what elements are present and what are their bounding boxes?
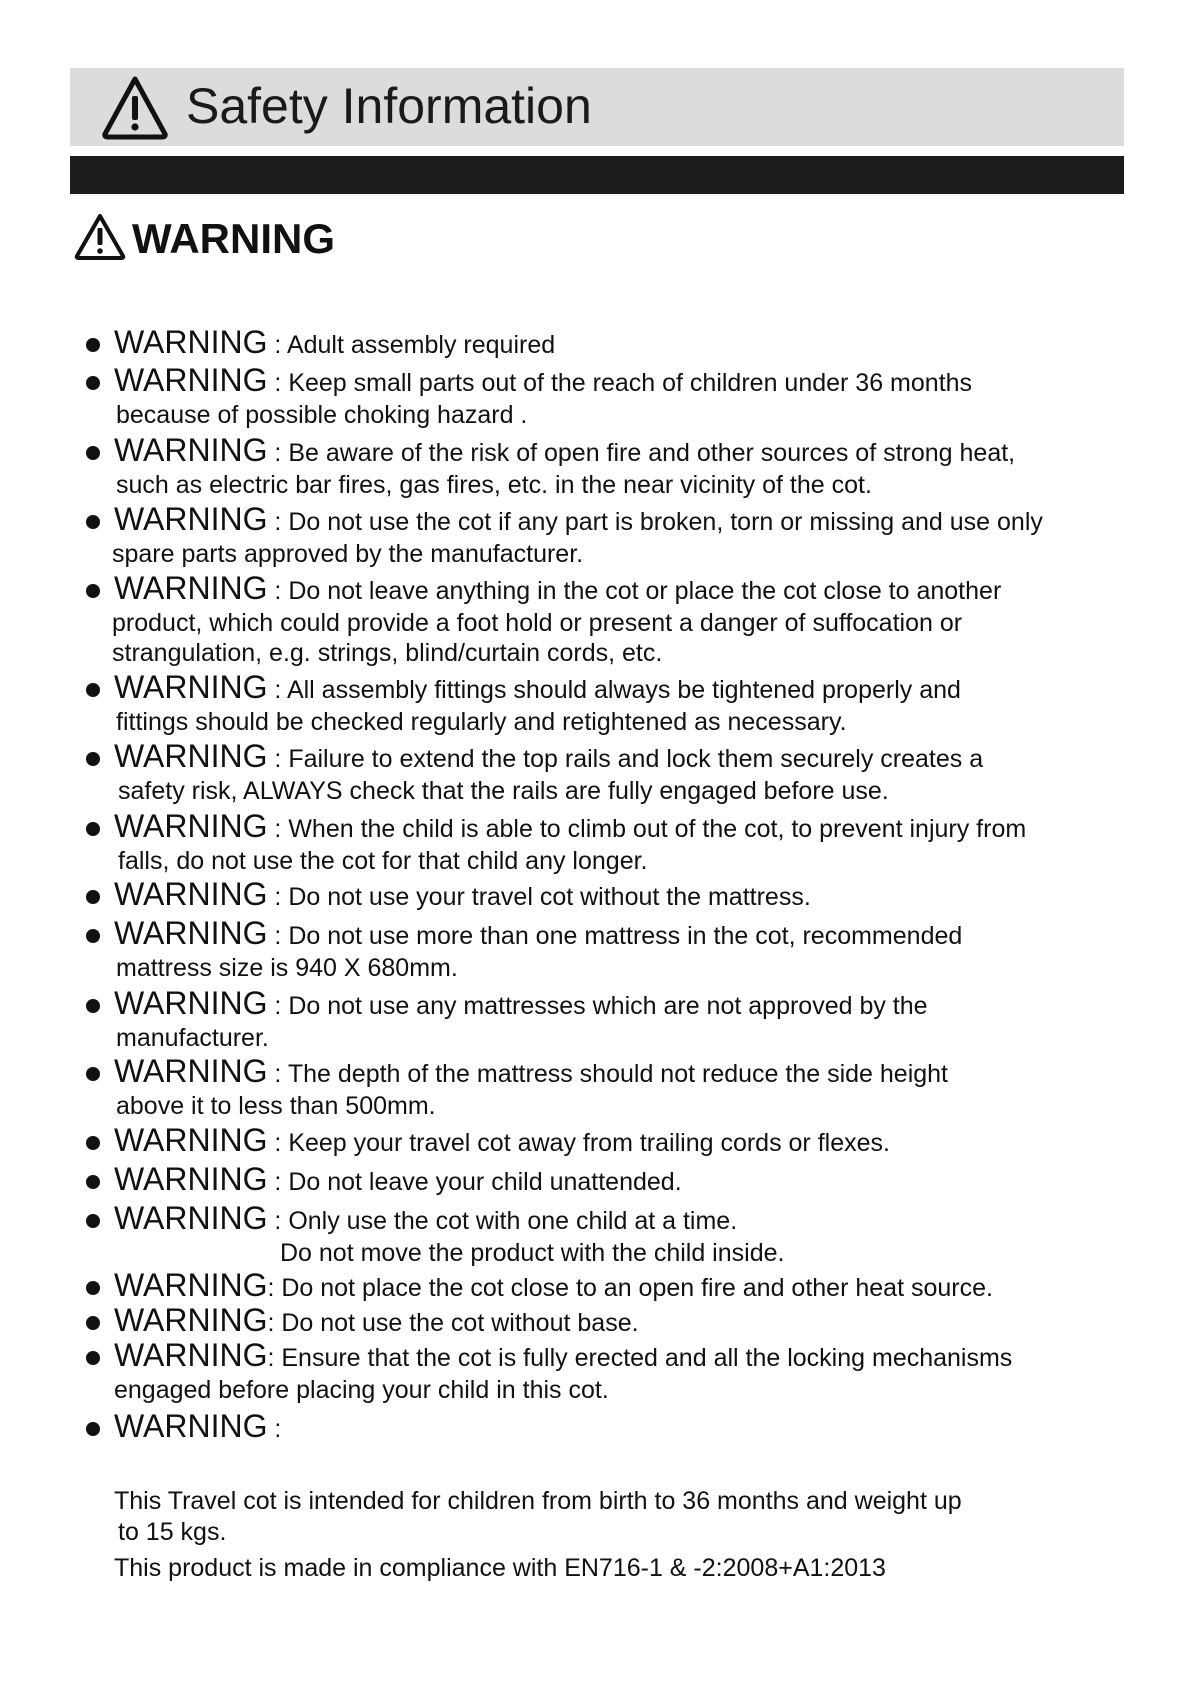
warning-text: Ensure that the cot is fully erected and all the locking mechanisms — [281, 1344, 1013, 1372]
warning-text: Do not place the cot close to an open fire and other heat source. — [281, 1274, 993, 1302]
warning-text: Be aware of the risk of open fire and other sources of strong heat, — [288, 439, 1016, 467]
warning-label: WARNING — [114, 1200, 268, 1236]
warning-label: WARNING — [114, 1122, 268, 1158]
warning-line — [114, 810, 1026, 845]
warning-text-continuation: falls, do not use the cot for that child any longer. — [118, 847, 648, 875]
warning-line — [114, 1202, 737, 1237]
warning-label: WARNING — [114, 1267, 268, 1303]
bullet-icon — [86, 822, 100, 836]
bullet-icon — [86, 999, 100, 1013]
warning-line — [114, 572, 1001, 607]
warning-separator: : — [267, 508, 289, 536]
warning-line — [114, 326, 555, 361]
warning-line — [114, 671, 961, 706]
warning-separator: : — [267, 745, 289, 773]
warning-separator: : — [267, 1309, 282, 1337]
bullet-icon — [86, 1422, 100, 1436]
warning-line — [114, 364, 972, 399]
bullet-icon — [86, 1351, 100, 1365]
warning-text: Keep small parts out of the reach of children under 36 months — [288, 369, 973, 397]
warning-text: Failure to extend the top rails and lock them securely creates a — [288, 745, 984, 773]
warning-label: WARNING — [114, 1161, 268, 1197]
bullet-icon — [86, 338, 100, 352]
warning-text: Do not use your travel cot without the mattress. — [288, 883, 811, 911]
bullet-icon — [86, 1136, 100, 1150]
warning-label: WARNING — [114, 570, 268, 606]
warning-text-continuation: product, which could provide a foot hold or present a danger of suffocation or — [112, 609, 963, 637]
footer-intended-use: This Travel cot is intended for children from birth to 36 months and weight up — [114, 1487, 962, 1515]
warning-separator: : — [267, 1207, 289, 1235]
warning-text-continuation: above it to less than 500mm. — [116, 1092, 436, 1120]
warning-label: WARNING — [114, 669, 268, 705]
bullet-icon — [86, 752, 100, 766]
warning-label: WARNING — [114, 876, 268, 912]
warning-line — [114, 1269, 993, 1304]
warning-text: Do not leave your child unattended. — [288, 1168, 682, 1196]
bullet-icon — [86, 1214, 100, 1228]
warning-label: WARNING — [114, 1337, 268, 1373]
warning-text: Adult assembly required — [286, 331, 556, 359]
warning-text-continuation: spare parts approved by the manufacturer. — [112, 540, 584, 568]
warning-text-continuation: strangulation, e.g. strings, blind/curtain cords, etc. — [112, 639, 663, 667]
warning-text: Keep your travel cot away from trailing cords or flexes. — [288, 1129, 890, 1157]
warning-text-continuation: because of possible choking hazard . — [116, 401, 528, 429]
warning-line — [114, 434, 1015, 469]
warning-line — [114, 1410, 281, 1445]
warning-text: Do not use any mattresses which are not approved by the — [288, 992, 928, 1020]
warning-label: WARNING — [114, 1053, 268, 1089]
warning-label: WARNING — [114, 1302, 268, 1338]
warning-separator: : — [267, 369, 289, 397]
warning-line — [114, 1124, 890, 1159]
warning-label: WARNING — [114, 738, 268, 774]
warning-text: Do not use more than one mattress in the cot, recommended — [288, 922, 963, 950]
warning-label: WARNING — [114, 808, 268, 844]
warning-text: Do not use the cot if any part is broken, torn or missing and use only — [288, 508, 1043, 536]
warning-separator: : — [267, 1274, 282, 1302]
warning-separator: : — [267, 439, 289, 467]
warning-text: All assembly fittings should always be tightened properly and — [286, 676, 961, 704]
section-heading: WARNING — [132, 215, 335, 262]
warning-label: WARNING — [114, 362, 268, 398]
warning-text: Do not leave anything in the cot or place the cot close to another — [288, 577, 1002, 605]
warning-line — [114, 878, 811, 913]
warning-separator: : — [267, 676, 287, 704]
bullet-icon — [86, 929, 100, 943]
warning-separator: : — [267, 577, 289, 605]
footer-compliance: This product is made in compliance with EN716-1 & -2:2008+A1:2013 — [114, 1554, 886, 1582]
warning-line — [114, 987, 928, 1022]
warning-separator: : — [267, 815, 289, 843]
bullet-icon — [86, 515, 100, 529]
warning-separator: : — [267, 1060, 288, 1088]
warning-label: WARNING — [114, 432, 268, 468]
warning-text-continuation: fittings should be checked regularly and retightened as necessary. — [116, 708, 847, 736]
warning-label: WARNING — [114, 985, 268, 1021]
warning-text-continuation: such as electric bar fires, gas fires, etc. in the near vicinity of the cot. — [116, 471, 872, 499]
bullet-icon — [86, 1175, 100, 1189]
bullet-icon — [86, 683, 100, 697]
bullet-icon — [86, 376, 100, 390]
warning-label: WARNING — [114, 501, 268, 537]
warning-text-continuation: mattress size is 940 X 680mm. — [116, 954, 458, 982]
warning-separator: : — [267, 1129, 289, 1157]
bullet-icon — [86, 1281, 100, 1295]
warning-line — [114, 1304, 639, 1339]
warning-text: Only use the cot with one child at a time. — [288, 1207, 738, 1235]
warning-text-continuation: manufacturer. — [116, 1024, 269, 1052]
warning-text: The depth of the mattress should not reduce the side height — [287, 1060, 949, 1088]
warning-separator: : — [267, 331, 287, 359]
warning-label: WARNING — [114, 324, 268, 360]
bullet-icon — [86, 1067, 100, 1081]
warning-line — [114, 917, 962, 952]
warning-separator: : — [267, 883, 289, 911]
warning-line — [114, 740, 983, 775]
warning-text-continuation: engaged before placing your child in this cot. — [114, 1376, 609, 1404]
warning-line — [114, 1055, 948, 1090]
warning-text: When the child is able to climb out of the cot, to prevent injury from — [288, 815, 1027, 843]
warning-line — [114, 1339, 1012, 1374]
warning-separator: : — [267, 1415, 282, 1443]
footer-intended-use-cont: to 15 kgs. — [118, 1518, 227, 1546]
warning-separator: : — [267, 1344, 282, 1372]
warning-text-continuation: Do not move the product with the child inside. — [280, 1239, 785, 1267]
bullet-icon — [86, 890, 100, 904]
warning-separator: : — [267, 922, 289, 950]
warning-label: WARNING — [114, 1408, 268, 1444]
warning-line — [114, 1163, 682, 1198]
bullet-icon — [86, 1316, 100, 1330]
warning-line — [114, 503, 1043, 538]
bullet-icon — [86, 584, 100, 598]
page-title: Safety Information — [186, 78, 592, 134]
warning-separator: : — [267, 1168, 289, 1196]
bullet-icon — [86, 446, 100, 460]
warning-text-continuation: safety risk, ALWAYS check that the rails are fully engaged before use. — [118, 777, 889, 805]
warning-label: WARNING — [114, 915, 268, 951]
warning-separator: : — [267, 992, 289, 1020]
warning-text: Do not use the cot without base. — [281, 1309, 639, 1337]
